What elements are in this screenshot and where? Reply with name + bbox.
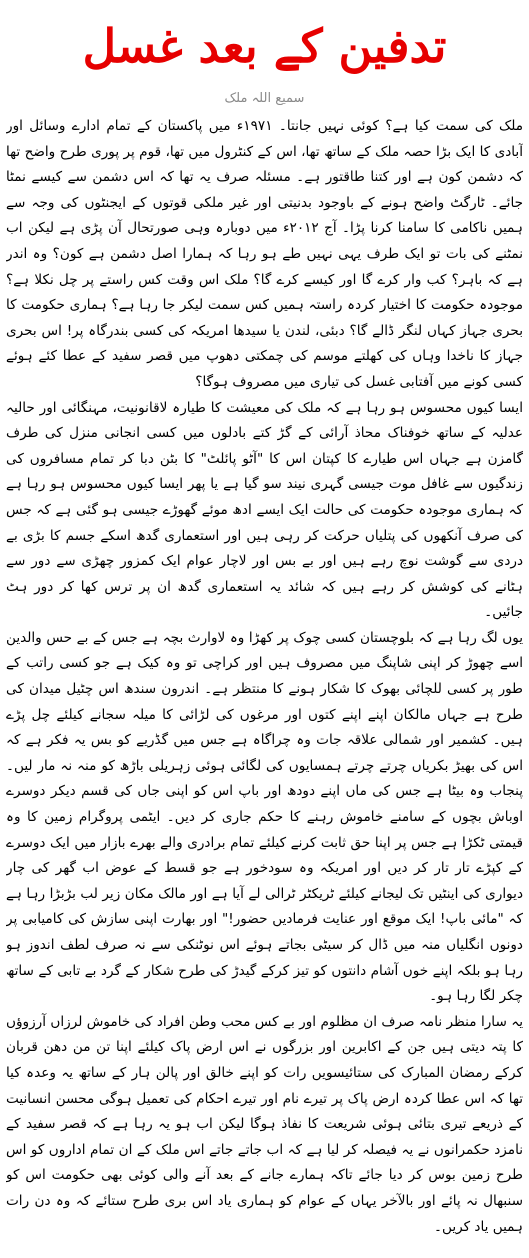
article-paragraph: ایسا کیوں محسوس ہو رہا ہے کہ ملک کی معیشت کا طیارہ لاقانونیت، مہنگائی اور حالیہ عدلیہ کے ساتھ خوفناک محاذ آرائی کے گڑ کتے بادلوں میں کسی انجانی منزل کی طرف گامزن ہے جہاں اس طیارے کا کپتان اس کا "آٹو پائلٹ" کا بٹن دبا کر تمام مسافروں کی زندگیوں سے غافل موت جیسی گہری نیند سو گیا ہے یا پھر ایسا کیوں محسوس ہو رہا ہے کہ ہماری موجودہ حکومت کی حالت ایک ایسے ادھ موئے گھوڑے جیسی ہو گئی ہے کہ جس کی صرف آنکھوں کی پتلیاں حرکت کر رہی ہیں اور استعماری گدھ اسکے جسم کا بڑی بے دردی سے گوشت نوچ رہے ہیں اور بے بس اور لاچار عوام ایک کمزور چھڑی سے دور سے ہٹانے کی کوشش کر رہے ہیں کہ شائد یہ استعماری گدھ ان پر ترس کھا کر دور ہٹ جائیں۔: [6, 399, 523, 621]
article-body: [6, 114, 523, 1254]
author-byline: سمیع اللہ ملک: [224, 91, 305, 106]
article-paragraph: یہ سارا منظر نامہ صرف ان مظلوم اور بے کس محب وطن افراد کی خاموش لرزاں آرزوؤں کا پتہ دیتی ہیں جن کے اکابرین اور بزرگوں نے اس ارض پاک کیلئے اپنا تن من دھن قربان کرکے رمضان المبارک کی ستائیسویں رات کو اپنے خالق اور پالن ہار کے ساتھ یہ وعدہ کیا تھا کہ اس عطا کردہ ارض پاک پر تیرے نام اور تیرے احکام کی تعمیل ہوگی محسن انسانیت کے ذریعے تیری بتائی ہوئی شریعت کا نفاذ ہوگا لیکن اب ہو یہ رہا ہے کہ قصر سفید کے نامزد حکمرانوں نے یہ فیصلہ کر لیا ہے کہ اب جاتے جاتے اس ملک کے ان تمام اداروں کو اس طرح زمین بوس کر دیا جائے تاکہ ہمارے جانے کے بعد آنے والی کوئی بھی حکومت اس کو سنبھال نہ پائے اور بالآخر یہاں کے عوام کو ہماری یاد اس بری طرح ستائے کہ وہ دن رات ہمیں یاد کریں۔: [6, 1013, 523, 1235]
article-title: تدفین کے بعد غسل: [82, 19, 447, 73]
article-paragraph: یوں لگ رہا ہے کہ بلوچستان کسی چوک پر کھڑا وہ لاوارث بچہ ہے جس کے بے حس والدین اسے چھوڑ کر اپنی شاپنگ میں مصروف ہیں اور کراچی تو وہ کیک ہے جو کسی راتب کے طور پر کسی للچائی بھوک کا شکار ہونے کا منتظر ہے۔ اندرون سندھ اس چٹیل میدان کی طرح ہے جہاں مالکان اپنے اپنے کتوں اور مرغوں کی لڑائی کا میلہ سجانے کیلئے چل پڑے ہیں۔ کشمیر اور شمالی علاقہ جات وہ چراگاہ ہے جس میں گڈریے کو بس یہ فکر ہے کہ اس کی بھیڑ بکریاں چرتے چرتے ہمسایوں کی لگائی ہوئی زہریلی باڑھ کو منہ نہ مار لیں۔ پنجاب وہ بیٹا ہے جس کی ماں اپنے دودھ اور باپ اس کو اپنی جاں کی قسم دیکر دوسرے اوباش بچوں کے سامنے خاموش رہنے کا حکم جاری کر دیں۔ ایٹمی پروگرام زمین کا وہ قیمتی ٹکڑا ہے جس پر اپنا حق ثابت کرنے کیلئے تمام برادری والے بھرے بازار میں ایک دوسرے کے کپڑے تار تار کر دیں اور امریکہ وہ سودخور ہے جو قسط کے عوض اب گھر کی چار دیواری کی اینٹیں تک لیجانے کیلئے ٹریکٹر ٹرالی لے آیا ہے اور مالک مکان زیر لب بڑبڑا رہا ہے کہ "مائی باپ! ایک موقع اور عنایت فرمادیں حضور!" اور بھارت اپنی سازش کی کامیابی پر دونوں انگلیاں منہ میں ڈال کر سیٹی بجاتے ہوئے اس نوٹنکی سے نہ صرف لطف اندوز ہو رہا ہو بلکہ اپنے خوں آشام دانتوں کو تیز کرکے گیدڑ کی طرح شکار کے گرد بے تابی کے ساتھ چکر لگا رہا ہو۔: [6, 629, 523, 1005]
article-paragraph: ملک کی سمت کیا ہے؟ کوئی نہیں جانتا۔ ۱۹۷۱ء میں پاکستان کے تمام ادارے وسائل اور آبادی کا ایک بڑا حصہ ملک کے ساتھ تھا، اس کے کنٹرول میں تھا، قوم پر پوری طرح واضح تھا کہ دشمن کون ہے اور کتنا طاقتور ہے۔ مسئلہ صرف یہ تھا کہ اس دشمن سے کیسے نمٹا جائے۔ ٹارگٹ واضح ہونے کے باوجود بدنیتی اور غیر ملکی قوتوں کے ایجنٹوں کی وجہ سے ہمیں ناکامی کا سامنا کرنا پڑا۔ آج ۲۰۱۲ء میں دوبارہ وہی صورتحال آن پڑی ہے لیکن اب نمٹنے کی بات تو ایک طرف یہی نہیں طے ہو رہا کہ ہمارا اصل دشمن ہے کون؟ وہ اندر ہے کہ باہر؟ کب وار کرے گا اور کیسے کرے گا؟ ملک اس وقت کس راستے پر چل نکلا ہے؟ موجودہ حکومت کا اختیار کردہ راستہ ہمیں کس سمت لیکر جا رہا ہے؟ ہماری حکومت کا بحری جہاز کہاں لنگر ڈالے گا؟ دبئی، لندن یا سیدھا امریکہ کی کسی بندرگاہ پر! اس بحری جہاز کا ناخدا وہاں کی کھلتے موسم کی چمکتی دھوپ میں قصر سفید کے عطا کئے ہوئے کسی کونے میں آفتابی غسل کی تیاری میں مصروف ہوگا؟: [6, 118, 523, 390]
